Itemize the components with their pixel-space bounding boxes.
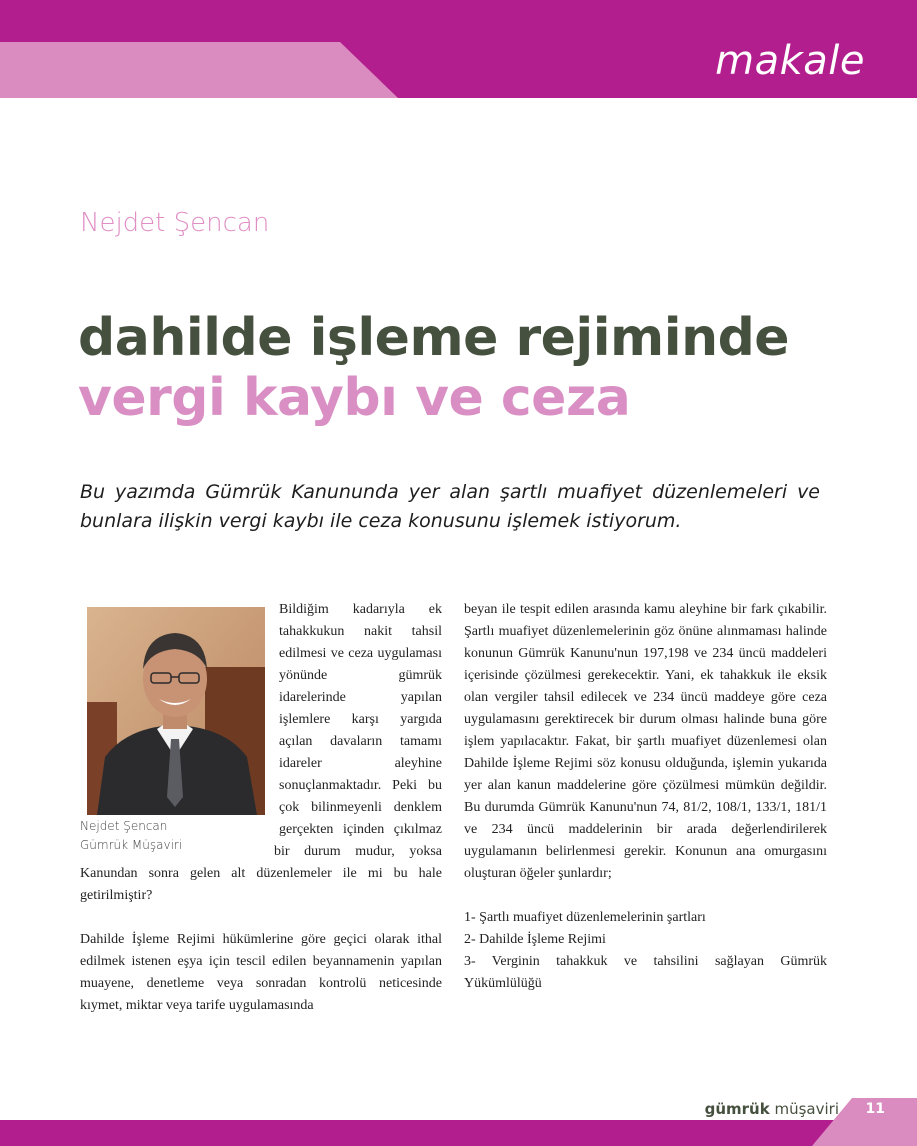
column2-paragraph1: beyan ile tespit edilen arasında kamu aleyhine bir fark çıkabilir. Şartlı muafiyet düzenlemelerinin göz önüne alınmaması halinde konunun Gümrük Kanunu'nun 197,198 ve 234 üncü maddeleri içerisinde çözülmesi gerekecektir. Yani, ek tahakkuk ile eksik olan vergiler tahsil edilecek ve 234 üncü maddeye göre ceza uygulamasını gerektirecek bir durum olması halinde buna göre işlem yapılacaktır. Fakat, bir şartlı muafiyet düzenlemesi olan Dahilde İşleme Rejimi söz konusu olduğunda, işlemin yukarıda yer alan kanun maddelerine göre çözülmesi mümkün değildir. Bu durumda Gümrük Kanunu'nun 74, 81/2, 108/1, 133/1, 181/1 ve 234 üncü maddelerinin bir arada değerlendirilerek uygulamanın belirlenmesi gerekir. Konunun ana omurgasını oluşturan öğeler şunlardır;	[464, 602, 827, 881]
article-title-line1: dahilde işleme rejiminde	[78, 308, 790, 368]
photo-caption	[80, 817, 260, 855]
list-item: 3- Verginin tahakkuk ve tahsilini sağlayan Gümrük Yükümlülüğü	[464, 954, 827, 991]
column1-paragraph1: Bildiğim kadarıyla ek tahakkukun nakit tahsil edilmesi ve ceza uygulaması yönünde gümrük idarelerinde yapılan işlemlere karşı yargıda açılan davaların tamamı idareler aleyhine sonuçlanmaktadır. Peki bu çok bilinmeyenli denklem gerçekten içinden çıkılmaz bir durum mudur, yoksa Kanundan sonra gelen alt düzenlemeler ile mi bu hale getirilmiştir?	[80, 602, 442, 903]
photo-caption-role: Gümrük Müşaviri	[80, 838, 183, 852]
list-item: 1- Şartlı muafiyet düzenlemelerinin şartları	[464, 910, 706, 925]
footer-magenta-bar	[0, 1120, 917, 1146]
section-label: makale	[715, 38, 865, 84]
page-number: 11	[865, 1101, 885, 1117]
photo-caption-name: Nejdet Şencan	[80, 819, 168, 833]
column-2	[464, 599, 827, 995]
author-photo	[87, 607, 265, 815]
column1-paragraph2: Dahilde İşleme Rejimi hükümlerine göre geçici olarak ithal edilmek istenen eşya için tescil edilen beyannamenin yapılan muayene, denetleme veya sonradan kontrolü neticesinde kıymet, miktar veya tarife uygulamasında	[80, 932, 442, 1013]
article-title-line2: vergi kaybı ve ceza	[78, 368, 631, 428]
list-item: 2- Dahilde İşleme Rejimi	[464, 932, 606, 947]
magazine-brand	[705, 1100, 839, 1118]
lead-paragraph: Bu yazımda Gümrük Kanununda yer alan şartlı muafiyet düzenlemeleri ve bunlara ilişkin vergi kaybı ile ceza konusunu işlemek istiyorum.	[80, 481, 820, 532]
author-name: Nejdet Şencan	[80, 208, 270, 238]
element-list	[464, 907, 827, 995]
header-pink-tab	[0, 42, 398, 98]
article-title	[78, 308, 789, 428]
author-portrait-image	[87, 607, 265, 815]
brand-bold: gümrük	[704, 1100, 770, 1118]
column-1	[80, 599, 442, 1017]
brand-regular: müşaviri	[774, 1100, 839, 1118]
